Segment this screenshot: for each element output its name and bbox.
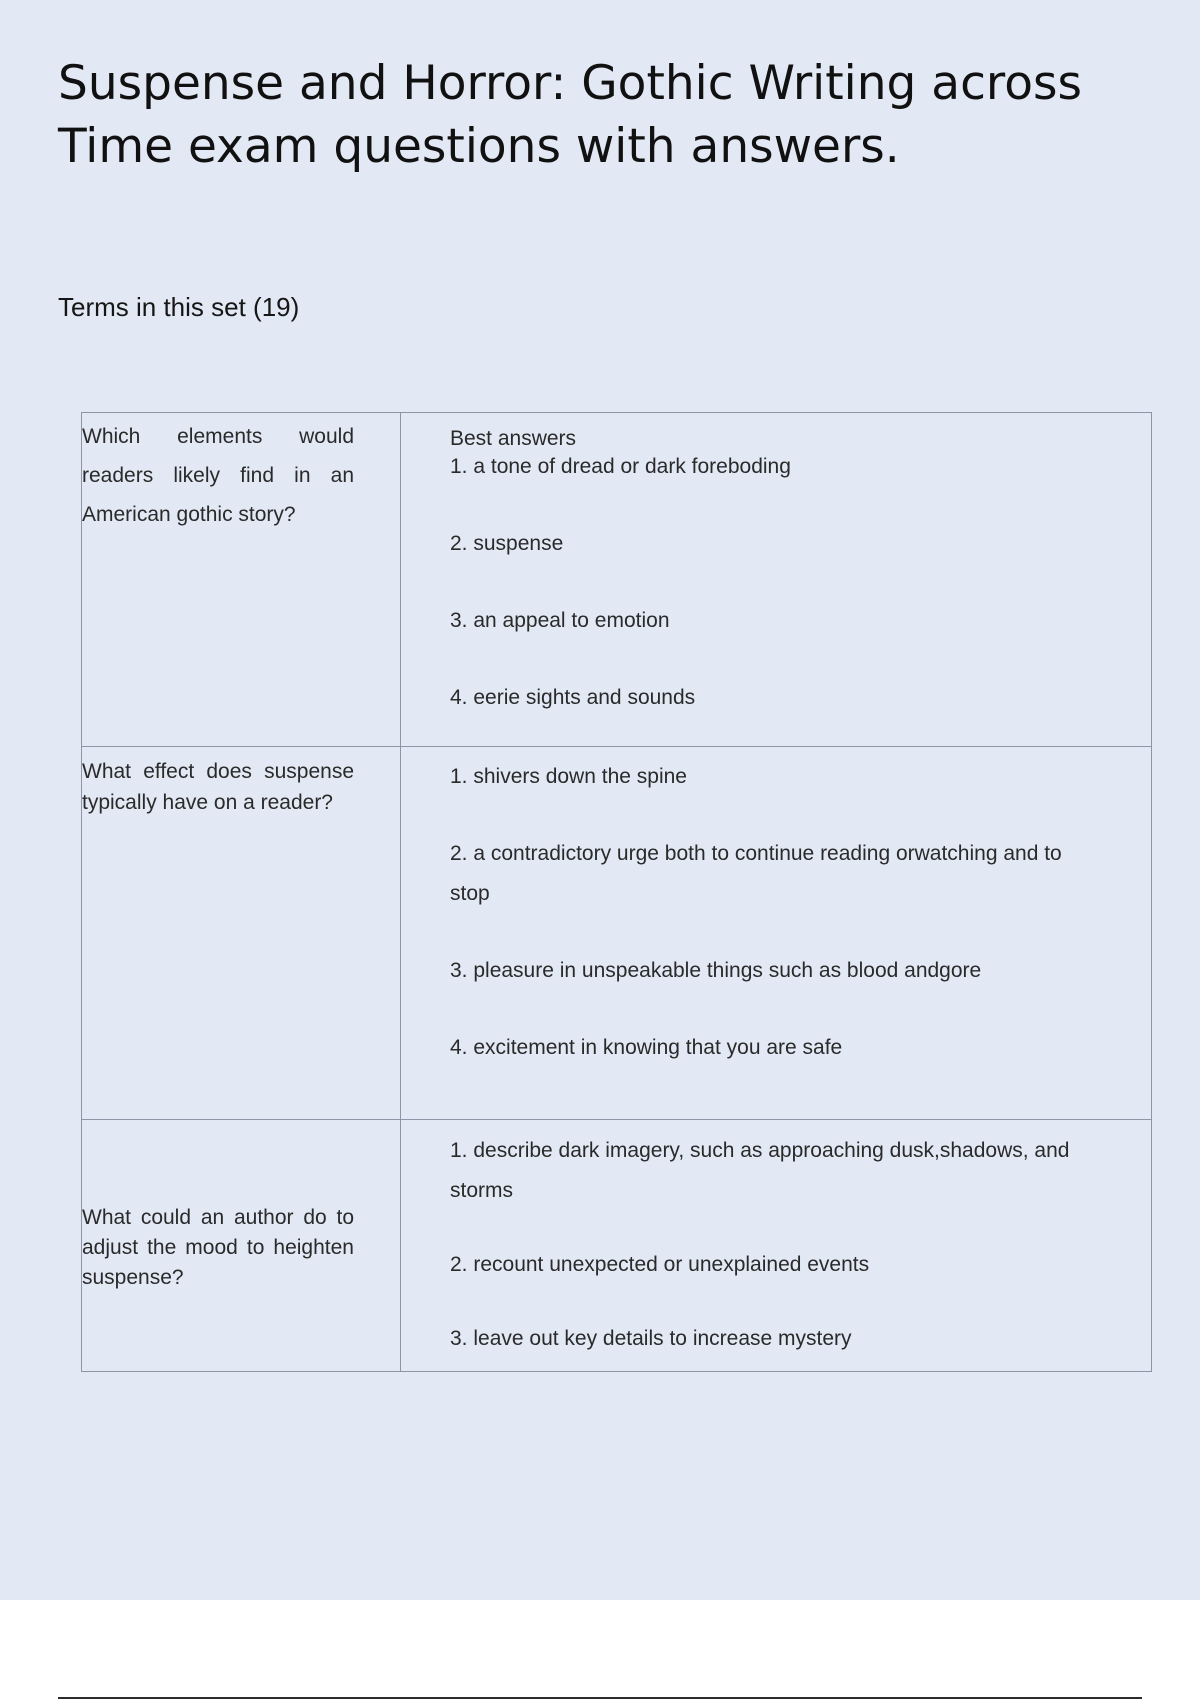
question-cell bbox=[82, 413, 401, 747]
table-row bbox=[82, 1120, 1152, 1372]
document-title: Suspense and Horror: Gothic Writing across Time exam questions with answers. bbox=[58, 56, 1082, 174]
answer-item: 1. shivers down the spine bbox=[450, 765, 687, 788]
answer-item: 2. suspense bbox=[450, 532, 564, 555]
answer-item: 3. leave out key details to increase mystery bbox=[450, 1327, 852, 1350]
answer-list bbox=[450, 747, 1107, 1068]
answer-cell bbox=[401, 747, 1152, 1120]
answer-header: Best answers bbox=[450, 427, 577, 450]
answer-item: 4. excitement in knowing that you are safe bbox=[450, 1036, 843, 1059]
answer-item: 1. a tone of dread or dark foreboding bbox=[450, 455, 791, 478]
answer-item: 4. eerie sights and sounds bbox=[450, 686, 696, 709]
question-cell bbox=[82, 747, 401, 1120]
table-row bbox=[82, 413, 1152, 747]
question-text: What could an author do to adjust the mood to heighten suspense? bbox=[82, 1205, 354, 1289]
answer-item: 3. pleasure in unspeakable things such as blood andgore bbox=[450, 959, 982, 982]
question-cell bbox=[82, 1120, 401, 1372]
footer-divider bbox=[58, 1697, 1142, 1699]
answer-item: 2. recount unexpected or unexplained events bbox=[450, 1253, 870, 1276]
terms-count-label: Terms in this set (19) bbox=[58, 292, 300, 322]
question-text: Which elements would readers likely find in an American gothic story? bbox=[82, 425, 354, 526]
qa-table bbox=[81, 412, 1152, 1372]
answer-item: 3. an appeal to emotion bbox=[450, 609, 670, 632]
answer-list bbox=[450, 1120, 1107, 1359]
answer-list bbox=[450, 413, 1107, 712]
question-text: What effect does suspense typically have on a reader? bbox=[82, 760, 354, 814]
answer-cell bbox=[401, 1120, 1152, 1372]
answer-item: 1. describe dark imagery, such as approaching dusk,shadows, and storms bbox=[450, 1139, 1070, 1202]
answer-cell bbox=[401, 413, 1152, 747]
table-row bbox=[82, 747, 1152, 1120]
answer-item: 2. a contradictory urge both to continue reading orwatching and to stop bbox=[450, 842, 1062, 905]
